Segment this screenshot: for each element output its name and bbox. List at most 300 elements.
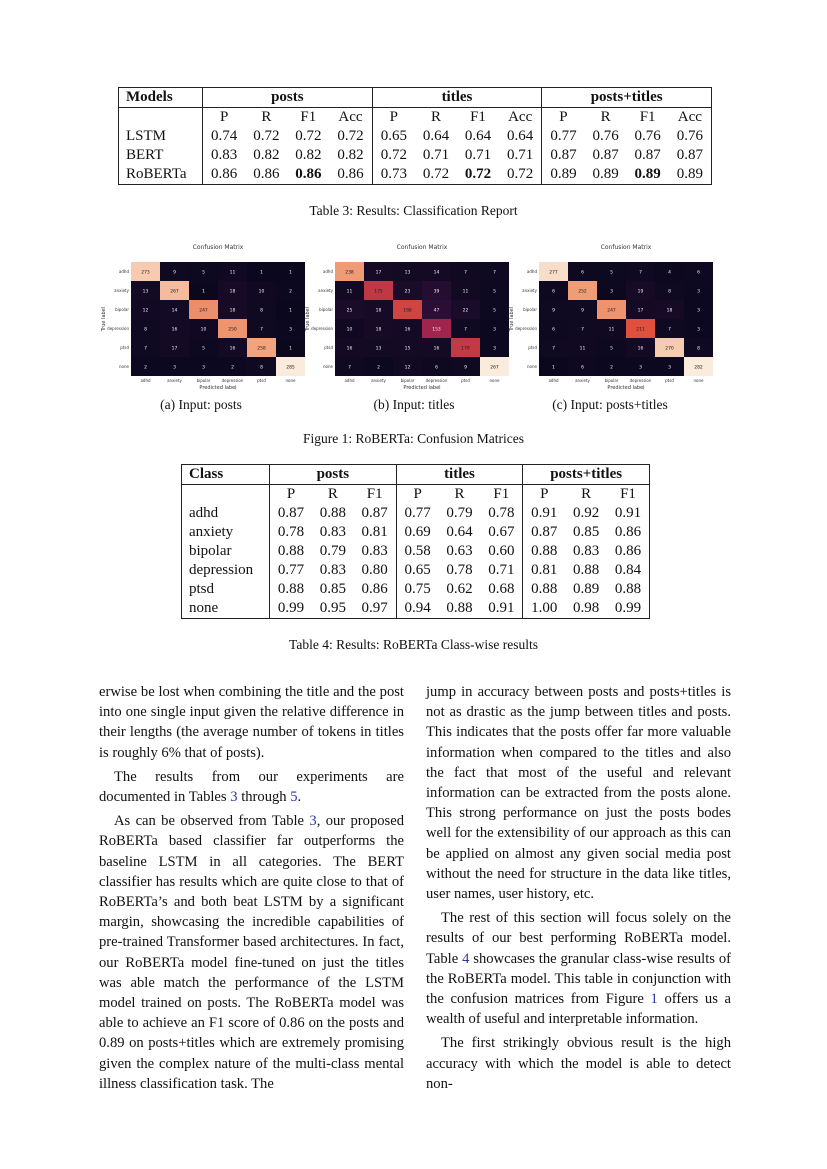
cell-value: 16 xyxy=(229,346,236,352)
cell-value: 6 xyxy=(581,365,584,371)
metric-header: R xyxy=(261,109,272,125)
x-tick-label: depression xyxy=(629,378,652,383)
table-cell: 1.00 xyxy=(523,599,565,619)
cell-value: 250 xyxy=(228,327,237,333)
table-row xyxy=(182,599,650,619)
cell-value: 8 xyxy=(260,365,263,371)
cell-value: 8 xyxy=(260,308,263,314)
cell-value: 211 xyxy=(636,327,645,333)
table-ref-link[interactable]: 4 xyxy=(462,950,470,967)
y-axis-label: True label xyxy=(305,306,311,332)
table-cell: 0.67 xyxy=(488,524,515,540)
x-axis-label: Predicted label xyxy=(199,385,237,391)
metric-header: P xyxy=(372,108,415,128)
y-tick-label: anxiety xyxy=(318,288,333,293)
cell-value: 270 xyxy=(665,346,674,352)
cell-value: 11 xyxy=(608,327,615,333)
cell-value: 14 xyxy=(433,270,440,276)
x-tick-label: depression xyxy=(221,378,244,383)
cell-value: 16 xyxy=(637,346,644,352)
table-cell: 0.83 xyxy=(573,543,600,559)
table-cell: 0.64 xyxy=(464,128,492,144)
model-name: LSTM xyxy=(126,128,167,144)
table-cell: 0.86 xyxy=(295,166,322,182)
table-cell: 0.86 xyxy=(614,524,642,540)
table-cell: 0.83 xyxy=(361,543,388,559)
cell-value: 7 xyxy=(581,327,584,333)
x-tick-label: anxiety xyxy=(167,378,182,383)
table-cell: 0.99 xyxy=(270,599,312,619)
table-cell: 0.97 xyxy=(361,600,388,616)
cell-value: 7 xyxy=(493,270,496,276)
metric-header: P xyxy=(203,108,246,128)
table-cell: 0.78 xyxy=(446,562,473,578)
table-cell: 0.87 xyxy=(523,523,565,542)
table-cell: 0.79 xyxy=(446,505,473,521)
class-name: none xyxy=(189,600,219,616)
cell-value: 9 xyxy=(464,365,467,371)
table-cell: 0.98 xyxy=(573,600,600,616)
table-cell: 0.89 xyxy=(542,165,585,185)
matrix-title: Confusion Matrix xyxy=(600,244,652,251)
table-cell: 0.72 xyxy=(295,128,322,144)
cell-value: 11 xyxy=(462,289,469,295)
cell-value: 11 xyxy=(229,270,236,276)
cell-value: 247 xyxy=(199,308,208,314)
cell-value: 5 xyxy=(610,346,613,352)
table-cell: 0.72 xyxy=(253,128,280,144)
cell-value: 8 xyxy=(144,327,147,333)
y-tick-label: depression xyxy=(311,326,333,331)
cell-value: 3 xyxy=(289,327,292,333)
table-cell: 0.86 xyxy=(614,543,642,559)
right-paragraph-2: The rest of this section will focus solely on the results of our best performing RoBERTa model. Table 4 showcases the granular class-wise results of the RoBERTa model. This table in conjunction with the confusion matrices from Figure 1 offers us a wealth of useful and interpretable information. xyxy=(426,910,731,1028)
cell-value: 13 xyxy=(375,346,382,352)
table-cell: 0.87 xyxy=(270,504,312,523)
table-cell: 0.83 xyxy=(319,562,346,578)
table-cell: 0.88 xyxy=(319,505,346,521)
cell-value: 1 xyxy=(289,308,292,314)
cell-value: 47 xyxy=(433,308,440,314)
cell-value: 7 xyxy=(144,346,147,352)
cell-value: 12 xyxy=(404,365,411,371)
cell-value: 13 xyxy=(404,270,411,276)
y-tick-label: none xyxy=(527,364,537,369)
cell-value: 5 xyxy=(493,308,496,314)
cell-value: 18 xyxy=(229,289,236,295)
cell-value: 267 xyxy=(170,289,179,295)
metric-header: P xyxy=(270,485,312,505)
cell-value: 3 xyxy=(493,346,496,352)
y-tick-label: bipolar xyxy=(319,307,333,312)
y-tick-label: depression xyxy=(107,326,129,331)
y-tick-label: bipolar xyxy=(523,307,537,312)
table-row xyxy=(182,561,650,580)
class-name: ptsd xyxy=(189,581,215,597)
cell-value: 7 xyxy=(348,365,351,371)
x-tick-label: ptsd xyxy=(665,378,674,383)
cell-value: 6 xyxy=(552,327,555,333)
cell-value: 252 xyxy=(578,289,587,295)
cell-value: 11 xyxy=(346,289,353,295)
right-column xyxy=(426,682,731,1098)
cell-value: 3 xyxy=(697,308,700,314)
cell-value: 9 xyxy=(173,270,176,276)
class-name: bipolar xyxy=(189,543,232,559)
y-tick-label: anxiety xyxy=(522,288,537,293)
cell-value: 3 xyxy=(639,365,642,371)
x-tick-label: ptsd xyxy=(257,378,266,383)
table-cell: 0.99 xyxy=(614,600,642,616)
table-cell: 0.72 xyxy=(464,166,492,182)
matrix-title: Confusion Matrix xyxy=(192,244,244,251)
table-row xyxy=(182,523,650,542)
subcaption-a: (a) Input: posts xyxy=(160,397,242,412)
table3-group-posts-titles: posts+titles xyxy=(542,88,712,108)
table-cell: 0.72 xyxy=(372,146,415,165)
x-tick-label: none xyxy=(489,378,500,383)
cell-value: 1 xyxy=(260,270,263,276)
metric-header: R xyxy=(600,109,611,125)
metric-header: F1 xyxy=(620,486,636,502)
y-tick-label: bipolar xyxy=(115,307,129,312)
cell-value: 22 xyxy=(462,308,469,314)
subcaption-c: (c) Input: posts+titles xyxy=(552,397,668,412)
y-axis-label: True label xyxy=(101,306,107,332)
x-axis-label: Predicted label xyxy=(607,385,645,391)
table-ref-link[interactable]: 5 xyxy=(290,789,298,806)
confusion-matrix-titles xyxy=(305,240,513,395)
cell-value: 18 xyxy=(666,308,673,314)
cell-value: 3 xyxy=(173,365,176,371)
left-paragraph-1: erwise be lost when combining the title and the post into one single input given the relative difference in their lengths (the average number of tokens in titles is roughly 6% that of posts). xyxy=(99,684,404,761)
y-tick-label: none xyxy=(119,364,129,369)
cell-value: 16 xyxy=(171,327,178,333)
cell-value: 13 xyxy=(142,289,149,295)
cell-value: 23 xyxy=(404,289,411,295)
x-tick-label: anxiety xyxy=(575,378,590,383)
cell-value: 10 xyxy=(258,289,265,295)
table-cell: 0.74 xyxy=(203,127,246,146)
table-cell: 0.64 xyxy=(507,128,534,144)
right-paragraph-3: The first strikingly obvious result is the high accuracy with which the model is able to detect non- xyxy=(426,1035,731,1092)
table4-group-posts: posts xyxy=(270,465,397,485)
table-cell: 0.76 xyxy=(634,128,661,144)
model-name: BERT xyxy=(126,147,164,163)
table3-caption: Table 3: Results: Classification Report xyxy=(309,203,518,218)
table-cell: 0.88 xyxy=(573,562,600,578)
table-cell: 0.69 xyxy=(396,523,438,542)
table-cell: 0.86 xyxy=(337,166,364,182)
table-cell: 0.78 xyxy=(488,505,515,521)
metric-header: Acc xyxy=(677,109,702,125)
table-cell: 0.68 xyxy=(488,581,515,597)
table-cell: 0.77 xyxy=(542,127,585,146)
table3-metric-row xyxy=(119,108,712,128)
y-tick-label: depression xyxy=(515,326,537,331)
class-name: anxiety xyxy=(189,524,234,540)
model-name: RoBERTa xyxy=(126,166,187,182)
table-cell: 0.75 xyxy=(396,580,438,599)
cell-value: 3 xyxy=(610,289,613,295)
cell-value: 6 xyxy=(697,270,700,276)
cell-value: 2 xyxy=(231,365,234,371)
cell-value: 7 xyxy=(464,327,467,333)
metric-header: R xyxy=(327,486,338,502)
cell-value: 153 xyxy=(432,327,441,333)
cell-value: 10 xyxy=(200,327,207,333)
table-cell: 0.91 xyxy=(614,505,642,521)
confusion-matrix-posts-titles xyxy=(509,240,717,395)
table-cell: 0.82 xyxy=(295,147,322,163)
cell-value: 1 xyxy=(202,289,205,295)
metric-header: F1 xyxy=(300,109,317,125)
left-paragraph-2: The results from our experiments are documented in Tables 3 through 5. xyxy=(99,768,404,806)
cell-value: 3 xyxy=(202,365,205,371)
metric-header: F1 xyxy=(366,486,383,502)
y-tick-label: ptsd xyxy=(528,345,537,350)
cell-value: 3 xyxy=(697,289,700,295)
table-cell: 0.82 xyxy=(337,147,364,163)
table-cell: 0.72 xyxy=(337,128,364,144)
metric-header: F1 xyxy=(639,109,656,125)
cell-value: 282 xyxy=(694,365,703,371)
table-cell: 0.87 xyxy=(676,147,703,163)
table-cell: 0.85 xyxy=(319,581,346,597)
cell-value: 175 xyxy=(374,289,383,295)
cell-value: 3 xyxy=(668,365,671,371)
x-tick-label: ptsd xyxy=(461,378,470,383)
table4-class-header: Class xyxy=(182,465,270,485)
cell-value: 19 xyxy=(637,289,644,295)
cell-value: 7 xyxy=(464,270,467,276)
cell-value: 8 xyxy=(697,346,700,352)
cell-value: 7 xyxy=(260,327,263,333)
table-cell: 0.85 xyxy=(573,524,600,540)
x-tick-label: bipolar xyxy=(604,378,619,383)
table-cell: 0.71 xyxy=(488,562,515,578)
table4-metric-row xyxy=(182,485,650,505)
table4-caption: Table 4: Results: RoBERTa Class-wise results xyxy=(289,637,538,652)
cell-value: 14 xyxy=(171,308,178,314)
table3-group-titles: titles xyxy=(372,88,542,108)
table-row xyxy=(119,146,712,165)
y-axis-label: True label xyxy=(509,306,515,332)
table-cell: 0.76 xyxy=(592,128,619,144)
cell-value: 1 xyxy=(289,270,292,276)
cell-value: 7 xyxy=(552,346,555,352)
y-tick-label: none xyxy=(323,364,333,369)
left-paragraph-3: As can be observed from Table 3, our proposed RoBERTa based classifier far outperforms the baseline LSTM in all categories. The BERT classifier has results which are quite close to that of RoBERTa’s and both beat LSTM by a significant margin, showcasing the incredible capabilities of pre-trained Transformer based architectures. In fact, our RoBERTa model fine-tuned on just the titles was able match the performance of the LSTM model trained on posts. The RoBERTa model was able to achieve an F1 score of 0.86 on the posts and 0.89 on posts+titles which are extremely promising given the complex nature of the multi-class mental illness classification task. The xyxy=(99,813,405,1092)
table-cell: 0.88 xyxy=(270,542,312,561)
cell-value: 9 xyxy=(552,308,555,314)
table-cell: 0.91 xyxy=(488,600,515,616)
table-cell: 0.89 xyxy=(634,166,661,182)
cell-value: 16 xyxy=(433,346,440,352)
table-cell: 0.64 xyxy=(446,524,473,540)
table-cell: 0.64 xyxy=(422,128,450,144)
cell-value: 285 xyxy=(286,365,295,371)
table-cell: 0.72 xyxy=(422,166,450,182)
table-ref-link[interactable]: 3 xyxy=(230,789,238,806)
table-cell: 0.88 xyxy=(523,580,565,599)
table4-group-titles: titles xyxy=(396,465,523,485)
table3-models-header: Models xyxy=(119,88,203,108)
table-cell: 0.81 xyxy=(361,524,388,540)
metric-header: P xyxy=(542,108,585,128)
metric-header: Acc xyxy=(338,109,363,125)
cell-value: 7 xyxy=(668,327,671,333)
cell-value: 3 xyxy=(697,327,700,333)
table-cell: 0.89 xyxy=(573,581,600,597)
y-tick-label: ptsd xyxy=(324,345,333,350)
table-cell: 0.88 xyxy=(446,600,473,616)
cell-value: 2 xyxy=(377,365,380,371)
cell-value: 178 xyxy=(461,346,470,352)
table-cell: 0.65 xyxy=(396,561,438,580)
cell-value: 10 xyxy=(346,327,353,333)
table-cell: 0.86 xyxy=(203,165,246,185)
cell-value: 17 xyxy=(375,270,382,276)
cell-value: 6 xyxy=(552,289,555,295)
x-tick-label: none xyxy=(693,378,704,383)
table-cell: 0.83 xyxy=(319,524,346,540)
cell-value: 5 xyxy=(202,346,205,352)
cell-value: 18 xyxy=(375,308,382,314)
table-cell: 0.65 xyxy=(372,127,415,146)
cell-value: 247 xyxy=(607,308,616,314)
cell-value: 25 xyxy=(346,308,353,314)
cell-value: 6 xyxy=(581,270,584,276)
cell-value: 2 xyxy=(289,289,292,295)
cell-value: 238 xyxy=(345,270,354,276)
metric-header: R xyxy=(581,486,592,502)
cell-value: 6 xyxy=(435,365,438,371)
table-cell: 0.87 xyxy=(542,146,585,165)
cell-value: 277 xyxy=(549,270,558,276)
cell-value: 16 xyxy=(346,346,353,352)
table-cell: 0.86 xyxy=(361,581,388,597)
class-name: depression xyxy=(189,562,254,578)
table-4 xyxy=(181,464,650,619)
cell-value: 5 xyxy=(493,289,496,295)
table-3 xyxy=(118,87,712,185)
table-cell: 0.58 xyxy=(396,542,438,561)
cell-value: 12 xyxy=(142,308,149,314)
table-cell: 0.88 xyxy=(523,542,565,561)
subcaption-b: (b) Input: titles xyxy=(373,397,455,412)
table-cell: 0.79 xyxy=(319,543,346,559)
cell-value: 18 xyxy=(229,308,236,314)
cell-value: 1 xyxy=(552,365,555,371)
confusion-matrix-posts xyxy=(101,240,309,395)
table-cell: 0.87 xyxy=(634,147,661,163)
table3-group-posts: posts xyxy=(203,88,373,108)
table-cell: 0.89 xyxy=(592,166,619,182)
y-tick-label: adhd xyxy=(526,269,537,274)
table-cell: 0.80 xyxy=(361,562,388,578)
table-cell: 0.71 xyxy=(464,147,492,163)
cell-value: 15 xyxy=(404,346,411,352)
y-tick-label: ptsd xyxy=(120,345,129,350)
table-cell: 0.87 xyxy=(592,147,619,163)
table-cell: 0.86 xyxy=(253,166,280,182)
table-cell: 0.91 xyxy=(523,504,565,523)
cell-value: 2 xyxy=(610,365,613,371)
table-cell: 0.63 xyxy=(446,543,473,559)
x-tick-label: depression xyxy=(425,378,448,383)
x-tick-label: bipolar xyxy=(196,378,211,383)
table-ref-link[interactable]: 3 xyxy=(309,813,317,830)
metric-header: P xyxy=(396,485,438,505)
table-row xyxy=(182,542,650,561)
cell-value: 4 xyxy=(668,270,671,276)
class-name: adhd xyxy=(189,505,219,521)
table-cell: 0.83 xyxy=(203,146,246,165)
table-row xyxy=(119,127,712,146)
cell-value: 18 xyxy=(375,327,382,333)
table-row xyxy=(182,580,650,599)
cell-value: 1 xyxy=(289,346,292,352)
y-tick-label: adhd xyxy=(322,269,333,274)
x-axis-label: Predicted label xyxy=(403,385,441,391)
cell-value: 5 xyxy=(610,270,613,276)
metric-header: F1 xyxy=(493,486,510,502)
cell-value: 17 xyxy=(637,308,644,314)
table-cell: 0.71 xyxy=(422,147,450,163)
cell-value: 5 xyxy=(202,270,205,276)
matrix-title: Confusion Matrix xyxy=(396,244,448,251)
table-cell: 0.72 xyxy=(507,166,534,182)
table-cell: 0.73 xyxy=(372,165,415,185)
cell-value: 2 xyxy=(144,365,147,371)
table-cell: 0.77 xyxy=(396,504,438,523)
cell-value: 16 xyxy=(404,327,411,333)
table-cell: 0.81 xyxy=(523,561,565,580)
metric-header: R xyxy=(430,109,441,125)
x-tick-label: none xyxy=(285,378,296,383)
x-tick-label: bipolar xyxy=(400,378,415,383)
table-cell: 0.94 xyxy=(396,599,438,619)
table-cell: 0.92 xyxy=(573,505,600,521)
figure1-caption: Figure 1: RoBERTa: Confusion Matrices xyxy=(303,431,524,446)
cell-value: 258 xyxy=(257,346,266,352)
x-tick-label: adhd xyxy=(548,378,559,383)
table-cell: 0.62 xyxy=(446,581,473,597)
cell-value: 3 xyxy=(493,327,496,333)
right-paragraph-1: jump in accuracy between posts and posts+titles is not as drastic as the jump between titles and posts. This indicates that the posts offer far more valuable information when compared to the titles and also the fact that most of the useful and relevant information can be extracted from the posts alone. This strong performance on just the posts bodes well for the extensibility of our approach as this can be applied on almost any given social media post without the need for structure in the data like titles, user names, user history, etc. xyxy=(426,684,731,903)
table-cell: 0.88 xyxy=(614,581,642,597)
table-cell: 0.60 xyxy=(488,543,515,559)
y-tick-label: adhd xyxy=(118,269,129,274)
cell-value: 8 xyxy=(668,289,671,295)
table-row xyxy=(119,165,712,185)
cell-value: 7 xyxy=(639,270,642,276)
cell-value: 188 xyxy=(403,308,412,314)
cell-value: 17 xyxy=(171,346,178,352)
table-cell: 0.87 xyxy=(361,505,388,521)
figure-ref-link[interactable]: 1 xyxy=(650,991,658,1008)
metric-header: P xyxy=(523,485,565,505)
x-tick-label: adhd xyxy=(344,378,355,383)
y-tick-label: anxiety xyxy=(114,288,129,293)
cell-value: 273 xyxy=(141,270,150,276)
cell-value: 9 xyxy=(581,308,584,314)
table-cell: 0.77 xyxy=(270,561,312,580)
table4-group-posts-titles: posts+titles xyxy=(523,465,650,485)
table-cell: 0.95 xyxy=(319,600,346,616)
x-tick-label: adhd xyxy=(140,378,151,383)
